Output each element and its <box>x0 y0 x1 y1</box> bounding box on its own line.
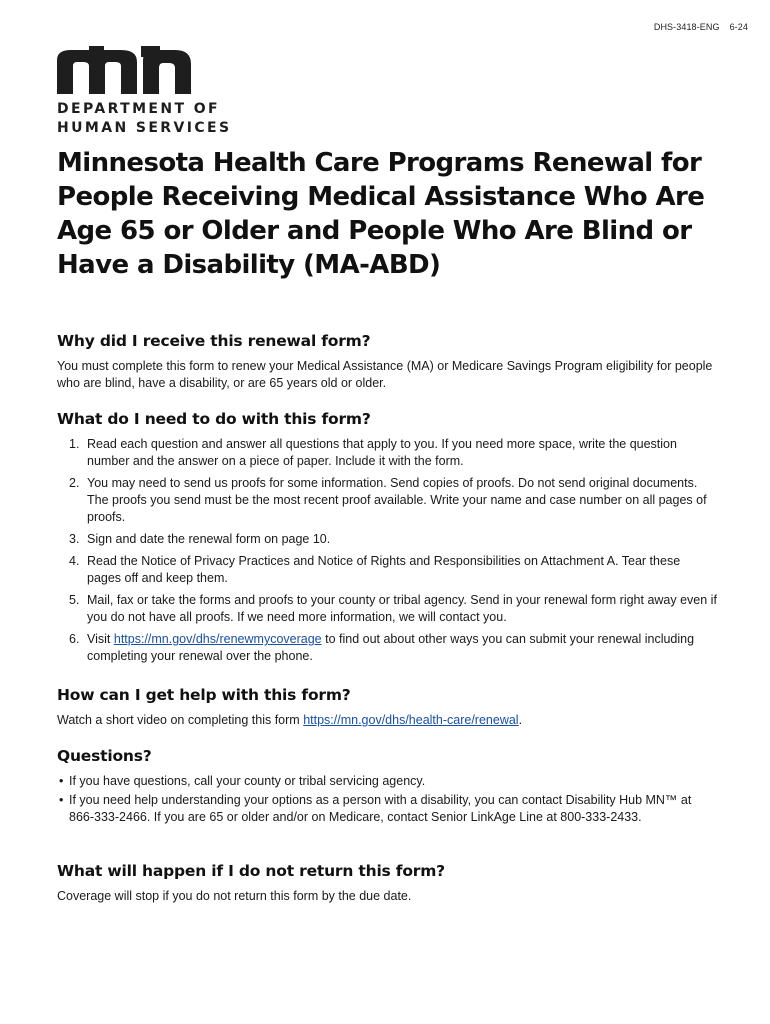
list-item-number: 2. <box>69 476 80 490</box>
section-questions-heading: Questions? <box>57 747 152 765</box>
section-why-body: You must complete this form to renew your Medical Assistance (MA) or Medicare Savings Program eligibility for people who are blind, have a disability, or are 65 years old or older. <box>57 359 713 390</box>
list-item-number: 4. <box>69 554 80 568</box>
section-no-return-heading: What will happen if I do not return this form? <box>57 862 445 880</box>
mn-logo-icon <box>57 46 193 94</box>
section-why-heading: Why did I receive this renewal form? <box>57 332 371 350</box>
list-item: • If you need help understanding your options as a person with a disability, you can contact Disability Hub MN™ at 866-333-2466. If you are 65 or older and/or on Medicare, contact Senior LinkAge Line at 800-333-2433. <box>57 792 717 826</box>
list-item <box>57 631 717 665</box>
section-questions <box>57 747 717 828</box>
section-what <box>57 410 717 670</box>
list-item-number: 6. <box>69 632 80 646</box>
list-item-text: Read the Notice of Privacy Practices and Notice of Rights and Responsibilities on Attachment A. Tear these pages off and keep them. <box>87 554 681 585</box>
list-item-number: 1. <box>69 437 80 451</box>
list-item-text: Read each question and answer all questions that apply to you. If you need more space, write the question number and the answer on a piece of paper. Include it with the form. <box>87 437 677 468</box>
list-item-number: 5. <box>69 593 80 607</box>
logo-text <box>57 100 237 138</box>
help-text-pre: Watch a short video on completing this form <box>57 713 304 727</box>
list-item-text: Sign and date the renewal form on page 10. <box>87 532 331 546</box>
section-help <box>57 686 717 729</box>
section-why <box>57 332 717 392</box>
section-no-return-body: Coverage will stop if you do not return this form by the due date. <box>57 889 412 903</box>
renewal-video-link[interactable]: https://mn.gov/dhs/health-care/renewal <box>303 713 519 727</box>
list-item-number: 3. <box>69 532 80 546</box>
questions-list <box>57 773 717 826</box>
list-item <box>57 436 717 470</box>
list-item <box>57 531 717 548</box>
logo-line-1: DEPARTMENT OF <box>57 101 220 117</box>
page-title: Minnesota Health Care Programs Renewal for People Receiving Medical Assistance Who Are Age 65 or Older and People Who Are Blind or Have a Disability (MA-ABD) <box>57 148 705 280</box>
list-item-text-pre: Visit <box>87 632 114 646</box>
form-date: 6-24 <box>729 22 748 32</box>
section-no-return <box>57 862 717 905</box>
form-number: DHS-3418-ENG <box>653 22 720 32</box>
renew-coverage-link[interactable]: https://mn.gov/dhs/renewmycoverage <box>113 632 322 646</box>
steps-list <box>57 436 717 665</box>
form-code <box>654 22 748 32</box>
section-help-heading: How can I get help with this form? <box>57 686 351 704</box>
section-help-body <box>57 712 717 729</box>
list-item <box>57 592 717 626</box>
dhs-logo <box>57 46 237 138</box>
list-item-text: Mail, fax or take the forms and proofs to your county or tribal agency. Send in your renewal form right away even if you do not have all proofs. If we need more information, we will contact you. <box>87 593 717 624</box>
help-text-post: . <box>518 713 523 727</box>
list-item <box>57 475 717 526</box>
list-item-text-post: to find out about other ways you can submit your renewal including completing your renewal over the phone. <box>87 632 695 663</box>
list-item <box>57 553 717 587</box>
list-item: • If you have questions, call your county or tribal servicing agency. <box>57 773 717 790</box>
logo-line-2: HUMAN SERVICES <box>57 120 232 136</box>
section-what-heading: What do I need to do with this form? <box>57 410 371 428</box>
list-item-text: You may need to send us proofs for some information. Send copies of proofs. Do not send original documents. The proofs you send must be the most recent proof available. Write your name and case number on all pages of proofs. <box>87 476 707 524</box>
